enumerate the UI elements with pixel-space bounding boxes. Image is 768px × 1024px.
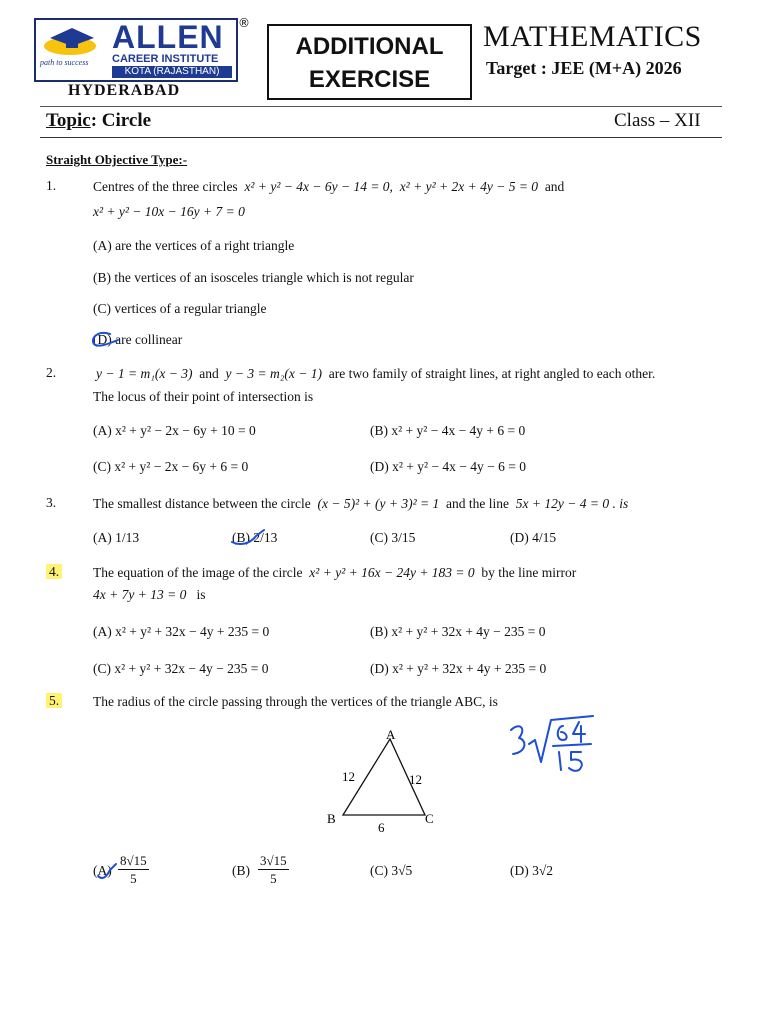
logo-line2: KOTA (RAJASTHAN) [112, 66, 232, 78]
q2-text: are two family of straight lines, at right angled to each other. [328, 366, 656, 381]
topic-label: Topic [46, 110, 91, 131]
q3-line: 5x + 12y − 4 = 0 . is [515, 496, 629, 511]
q2-eqa: y − 1 = m₁(x − 3) [96, 366, 193, 381]
logo-line1: CAREER INSTITUTE [112, 53, 219, 65]
option: (C) vertices of a regular triangle [93, 301, 267, 316]
target-exam: Target : JEE (M+A) 2026 [486, 58, 682, 78]
q3-text-b: and the line [446, 496, 510, 511]
handwritten-mark [94, 862, 120, 882]
question-text [93, 586, 205, 604]
option: (C) x² + y² + 32x − 4y − 235 = 0 [93, 661, 269, 676]
option: (A) x² + y² − 2x − 6y + 10 = 0 [93, 423, 256, 438]
question-text: The locus of their point of intersection is [93, 389, 314, 404]
option-label: (C) [370, 863, 388, 878]
option [232, 862, 250, 880]
option: (B) x² + y² + 32x + 4y − 235 = 0 [370, 624, 546, 639]
center-name: HYDERABAD [68, 82, 181, 99]
q3-eq: (x − 5)² + (y + 3)² = 1 [317, 496, 440, 511]
option-b-fraction [258, 852, 289, 887]
option: (D) x² + y² − 4x − 4y − 6 = 0 [370, 459, 527, 474]
option-label: (D) [510, 863, 529, 878]
handwritten-mark [88, 330, 124, 350]
option-b-denominator: 5 [270, 871, 277, 886]
handwritten-note [505, 712, 595, 782]
option: (A) x² + y² + 32x − 4y + 235 = 0 [93, 624, 270, 639]
question-number [46, 564, 62, 580]
badge-line2: EXERCISE [308, 66, 431, 93]
option [510, 862, 553, 880]
question-text: The radius of the circle passing through the vertices of the triangle ABC, is [93, 694, 498, 709]
option: (C) 3/15 [370, 530, 416, 545]
option-a-numerator: 8√15 [120, 853, 147, 868]
q3-text: The smallest distance between the circle [93, 496, 311, 511]
q1-eq3-text: x² + y² − 10x − 16y + 7 = 0 [93, 204, 245, 219]
vertex-c-label: C [425, 811, 434, 826]
q2-eqb: y − 3 = m₂(x − 1) [225, 366, 322, 381]
option: (C) x² + y² − 2x − 6y + 6 = 0 [93, 459, 249, 474]
question-number: 2. [46, 365, 57, 380]
option: (D) 4/15 [510, 530, 557, 545]
q2-and: and [199, 366, 219, 381]
q4-eq: x² + y² + 16x − 24y + 183 = 0 [309, 565, 475, 580]
option-b-numerator: 3√15 [260, 853, 287, 868]
divider [40, 106, 722, 107]
question-text [93, 178, 564, 196]
divider [40, 137, 722, 138]
section-heading: Straight Objective Type:- [46, 152, 188, 167]
question-number [46, 693, 62, 709]
q1-eq2: x² + y² + 2x + 4y − 5 = 0 [399, 179, 539, 194]
option: (B) x² + y² − 4x − 4y + 6 = 0 [370, 423, 526, 438]
option: (D) x² + y² + 32x + 4y + 235 = 0 [370, 661, 547, 676]
side-ab-label: 12 [342, 769, 355, 784]
q1-eq3 [93, 203, 245, 221]
side-bc-label: 6 [378, 820, 385, 835]
option-value: 3√5 [391, 863, 413, 878]
q4-text: The equation of the image of the circle [93, 565, 303, 580]
option: (A) 1/13 [93, 530, 140, 545]
registered-mark: ® [238, 16, 250, 30]
vertex-b-label: B [327, 811, 336, 826]
question-number: 3. [46, 495, 57, 510]
option-label: (B) [232, 863, 250, 878]
question-text [93, 564, 576, 582]
highlighted-number: 5. [46, 693, 62, 708]
badge-line1: ADDITIONAL [295, 33, 444, 60]
class-label: Class – XII [614, 110, 701, 131]
option [370, 862, 412, 880]
handwritten-mark [230, 528, 270, 550]
option: (B) the vertices of an isosceles triangle which is not regular [93, 270, 414, 285]
option: (D) are collinear [93, 332, 183, 347]
q4-line: 4x + 7y + 13 = 0 [93, 587, 187, 602]
side-ac-label: 12 [409, 772, 422, 787]
exercise-badge [267, 24, 472, 100]
option: (B) 2/13 [232, 530, 278, 545]
topic-heading [46, 110, 151, 132]
vertex-a-label: A [386, 727, 396, 742]
q4-text-b: by the line mirror [481, 565, 577, 580]
graduation-cap-icon [40, 24, 104, 58]
question-text [96, 365, 655, 383]
option: (A) are the vertices of a right triangle [93, 238, 295, 253]
q1-text: Centres of the three circles [93, 179, 238, 194]
subject-title: MATHEMATICS [483, 20, 702, 53]
option-label: (A) [93, 863, 112, 878]
option-a-denominator: 5 [130, 871, 137, 886]
logo-tagline: path to success [40, 58, 89, 67]
question-number: 1. [46, 178, 57, 193]
highlighted-number: 4. [46, 564, 62, 579]
q4-is: is [196, 587, 206, 602]
logo-brand: ALLEN [112, 19, 224, 55]
option-a-fraction [118, 852, 149, 887]
q1-and: and [544, 179, 565, 194]
q1-eq1: x² + y² − 4x − 6y − 14 = 0, [244, 179, 393, 194]
question-text [93, 495, 628, 513]
option-value: 3√2 [532, 863, 554, 878]
topic-value: : Circle [90, 110, 152, 131]
triangle-diagram [325, 725, 445, 840]
